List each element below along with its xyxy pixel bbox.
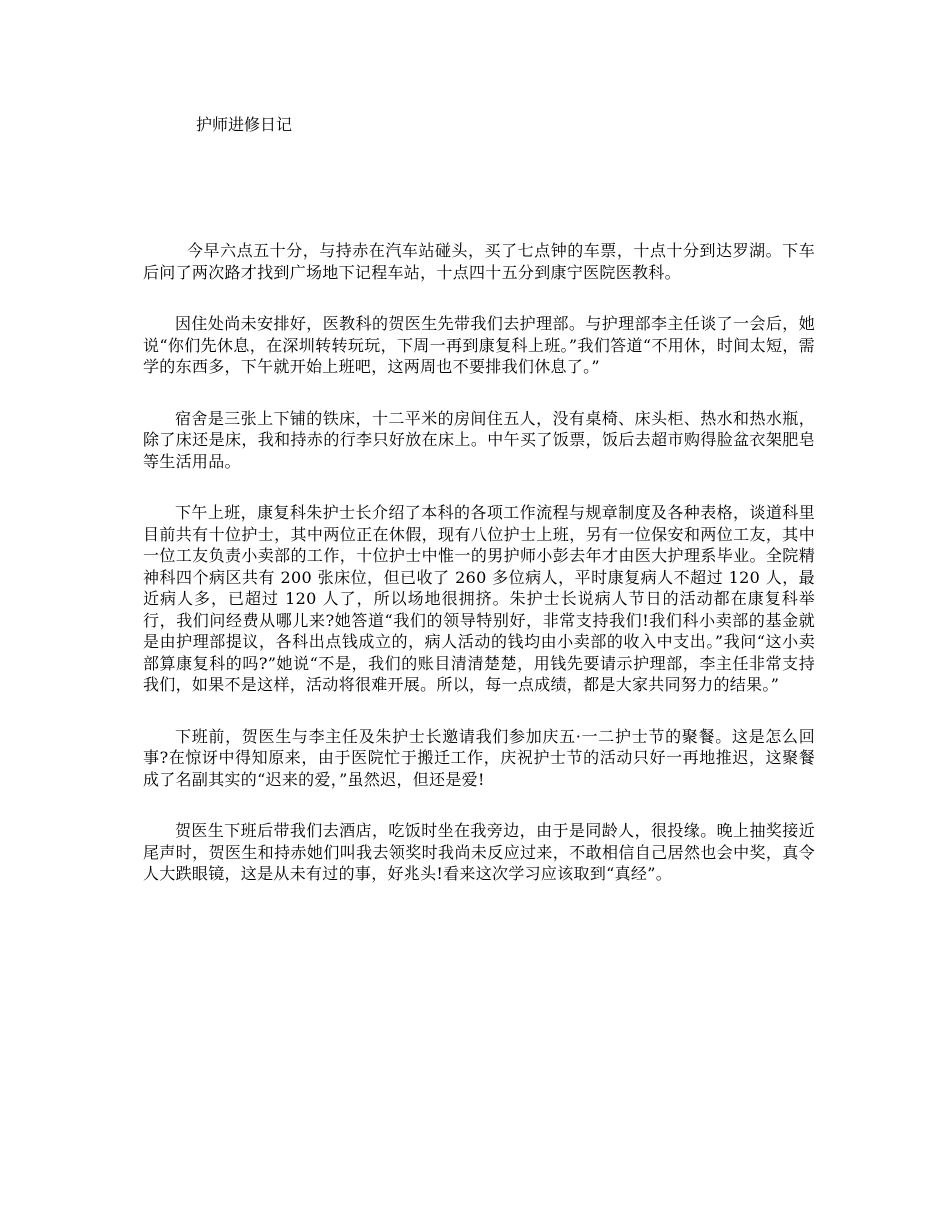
paragraph-2: 因住处尚未安排好，医教科的贺医生先带我们去护理部。与护理部李主任谈了一会后，她说“你们先休息，在深圳转转玩玩，下周一再到康复科上班。”我们答道“不用休，时间太短，需学的东西多，下午就开始上班吧，这两周也不要排我们休息了。” bbox=[143, 314, 815, 376]
document-body bbox=[143, 240, 815, 915]
paragraph-3: 宿舍是三张上下铺的铁床，十二平米的房间住五人，没有桌椅、床头柜、热水和热水瓶，除了床还是床，我和持赤的行李只好放在床上。中午买了饭票，饭后去超市购得脸盆衣架肥皂等生活用品。 bbox=[143, 408, 815, 471]
paragraph-4: 下午上班，康复科朱护士长介绍了本科的各项工作流程与规章制度及各种表格，谈道科里目前共有十位护士，其中两位正在休假，现有八位护士上班，另有一位保安和两位工友，其中一位工友负责小卖部的工作，十位护士中惟一的男护师小彭去年才由医大护理系毕业。全院精神科四个病区共有 200 张床位，但已收了 260 多位病人，平时康复病人不超过 120 人，最近病人多，已超过 120 人了，所以场地很拥挤。朱护士长说病人节日的活动都在康复科举行，我们问经费从哪儿来?她答道“我们的领导特别好，非常支持我们!我们科小卖部的基金就是由护理部提议，各科出点钱成立的，病人活动的钱均由小卖部的收入中支出。”我问“这小卖部算康复科的吗?”她说“不是，我们的账目清清楚楚，用钱先要请示护理部，李主任非常支持我们，如果不是这样，活动将很难开展。所以，每一点成绩，都是大家共同努力的结果。” bbox=[143, 503, 815, 694]
paragraph-1: 今早六点五十分，与持赤在汽车站碰头，买了七点钟的车票，十点十分到达罗湖。下车后问了两次路才找到广场地下记程车站，十点四十五分到康宁医院医教科。 bbox=[143, 241, 815, 282]
paragraph-5: 下班前，贺医生与李主任及朱护士长邀请我们参加庆五·一二护士节的聚餐。这是怎么回事?在惊讶中得知原来，由于医院忙于搬迁工作，庆祝护士节的活动只好一再地推迟，这聚餐成了名副其实的“迟来的爱，”虽然迟，但还是爱! bbox=[143, 726, 815, 789]
document-title: 护师进修日记 bbox=[196, 115, 293, 134]
paragraph-6: 贺医生下班后带我们去酒店，吃饭时坐在我旁边，由于是同龄人，很投缘。晚上抽奖接近尾声时，贺医生和持赤她们叫我去领奖时我尚未反应过来，不敢相信自己居然也会中奖，真令人大跌眼镜，这是从未有过的事，好兆头!看来这次学习应该取到“真经”。 bbox=[143, 821, 815, 883]
